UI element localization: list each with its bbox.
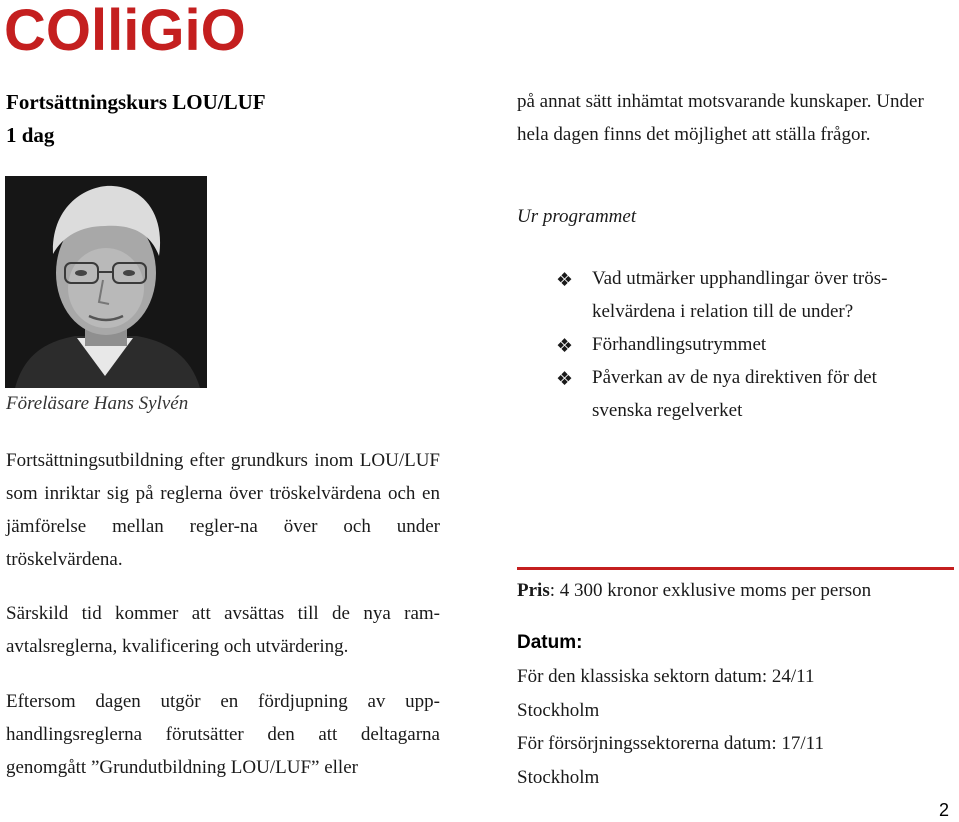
programme-item-text: Vad utmärker upphandlingar över trös-kelvärdena i relation till de under? <box>592 268 888 322</box>
programme-item <box>556 262 936 328</box>
four-diamond-bullet-icon: ❖ <box>556 269 574 291</box>
dates-block <box>517 660 824 794</box>
four-diamond-bullet-icon: ❖ <box>556 335 574 357</box>
date-location: Stockholm <box>517 766 600 788</box>
speaker-photo <box>5 176 207 388</box>
speaker-caption: Föreläsare Hans Sylvén <box>6 393 189 414</box>
programme-item <box>556 328 936 361</box>
programme-heading: Ur programmet <box>517 206 637 227</box>
programme-item-text: Förhandlingsutrymmet <box>592 334 767 355</box>
body-paragraph-2: Särskild tid kommer att avsättas till de nya ram-avtalsreglerna, kvalificering och utvärdering. <box>6 603 440 657</box>
programme-item-text: Påverkan av de nya direktiven för det svenska regelverket <box>592 367 877 421</box>
date-location: Stockholm <box>517 699 600 721</box>
course-duration: 1 dag <box>6 123 55 147</box>
course-title: Fortsättningskurs LOU/LUF <box>6 90 266 114</box>
course-title-block <box>6 86 266 152</box>
price-label: Pris <box>517 580 550 601</box>
programme-list <box>556 262 936 427</box>
programme-item <box>556 361 936 427</box>
body-paragraph-4: på annat sätt inhämtat motsvarande kunskaper. Under hela dagen finns det möjlighet att ställa frågor. <box>517 91 924 145</box>
four-diamond-bullet-icon: ❖ <box>556 368 574 390</box>
colligio-logo: COlliGiO <box>4 0 246 63</box>
body-paragraph-3: Eftersom dagen utgör en fördjupning av upp-handlingsreglerna förutsätter den att deltagarna genomgått ”Grundutbildning LOU/LUF” eller <box>6 691 440 778</box>
price-text: : 4 300 kronor exklusive moms per person <box>549 580 872 601</box>
red-divider <box>517 567 954 570</box>
body-paragraph-1: Fortsättningsutbildning efter grundkurs inom LOU/LUF som inriktar sig på reglerna över tröskelvärdena och en jämförelse mellan regler-na över och under tröskelvärdena. <box>6 450 440 570</box>
date-heading: Datum: <box>517 632 583 653</box>
price-line <box>517 574 871 607</box>
page-number: 2 <box>939 800 950 820</box>
date-line: För den klassiska sektorn datum: 24/11 <box>517 666 815 687</box>
date-line: För försörjningssektorerna datum: 17/11 <box>517 733 824 754</box>
